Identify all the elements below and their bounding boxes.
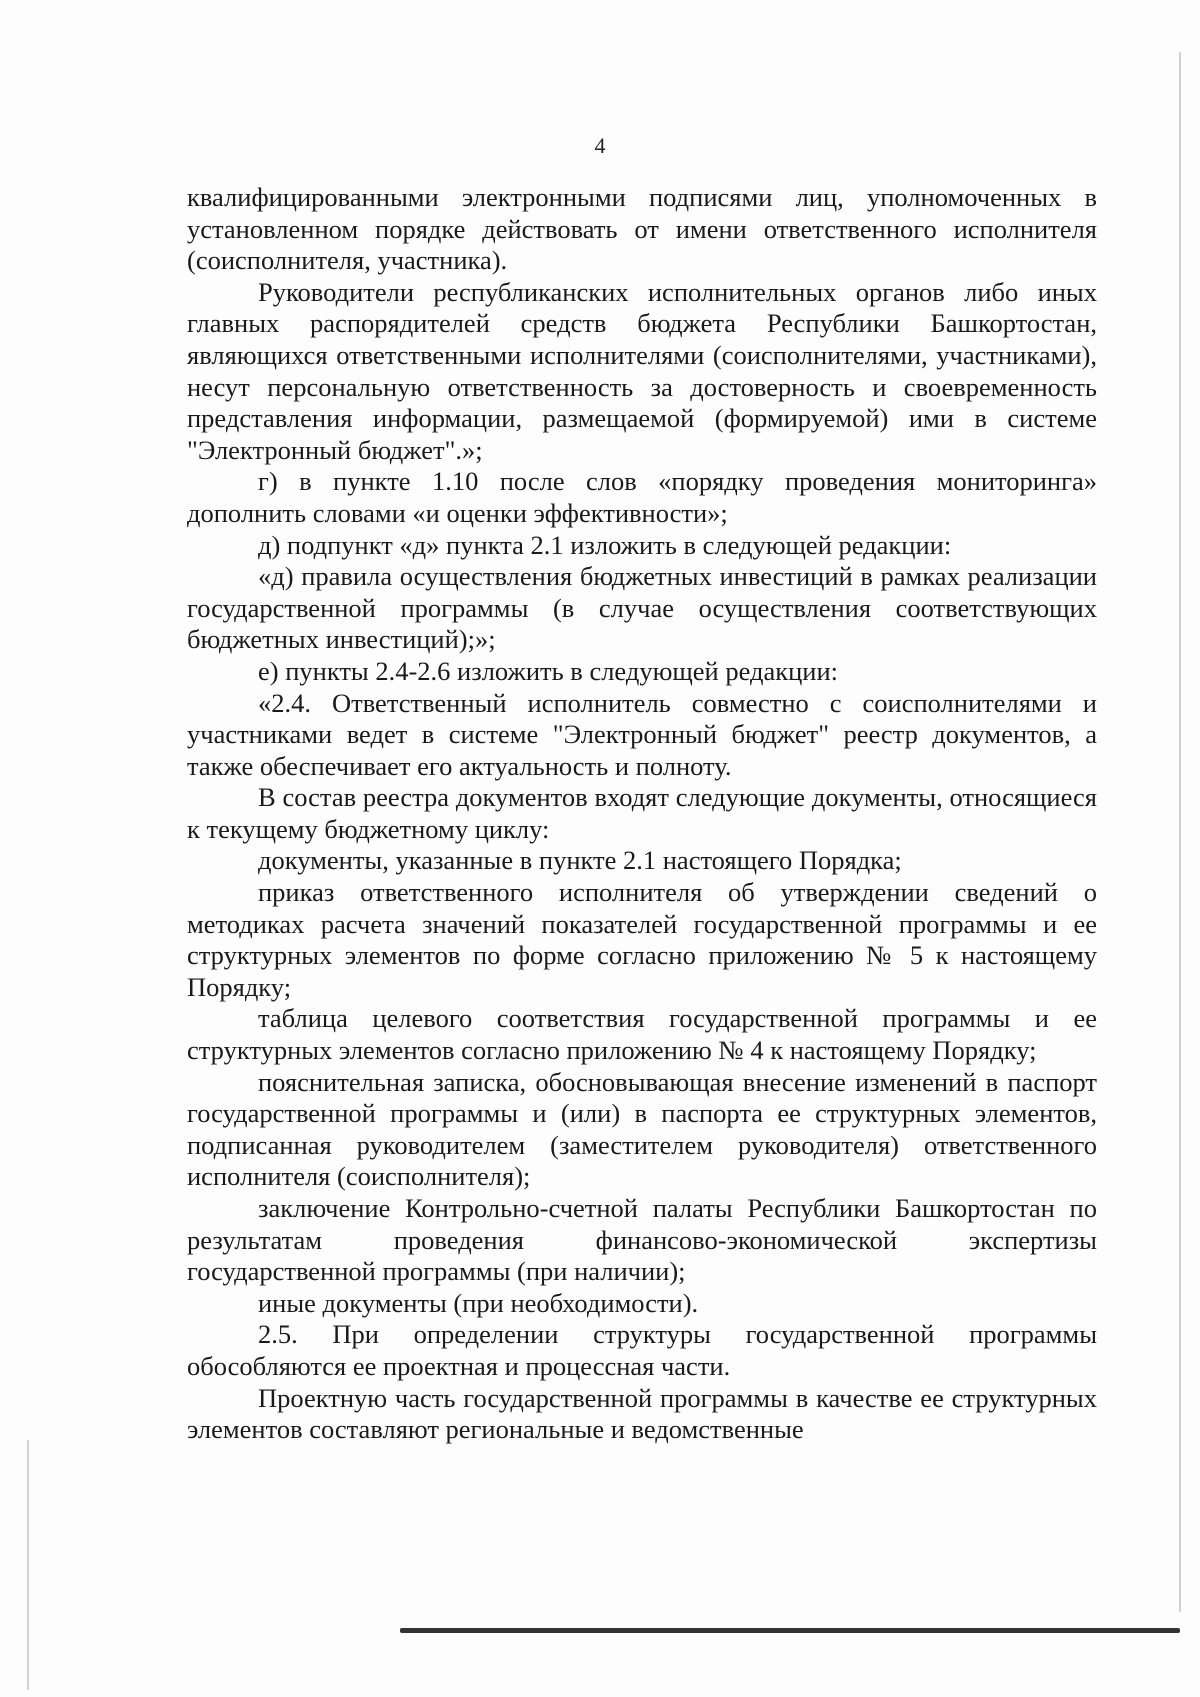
paragraph: Руководители республиканских исполнительных органов либо иных главных распорядителей средств бюджета Республики Башкортостан, являющихся ответственными исполнителями (соисполнителями, участниками), несут персональную ответственность за достоверность и своевременность представления информации, размещаемой (формируемой) ими в системе "Электронный бюджет".»;	[187, 276, 1097, 465]
paragraph: 2.5. При определении структуры государственной программы обособляются ее проектная и процессная части.	[187, 1319, 1097, 1381]
paragraph: таблица целевого соответствия государственной программы и ее структурных элементов согласно приложению № 4 к настоящему Порядку;	[187, 1003, 1097, 1066]
paragraph: е) пункты 2.4-2.6 изложить в следующей редакции:	[258, 655, 839, 686]
paragraph: «д) правила осуществления бюджетных инвестиций в рамках реализации государственной программы (в случае осуществления соответствующих бюджетных инвестиций);»;	[187, 561, 1097, 655]
paragraph: квалифицированными электронными подписями лиц, уполномоченных в установленном порядке действовать от имени ответственного исполнителя (соисполнителя, участника).	[187, 182, 1097, 276]
paragraph: д) подпункт «д» пункта 2.1 изложить в следующей редакции:	[258, 529, 952, 560]
paragraph: документы, указанные в пункте 2.1 настоящего Порядка;	[258, 845, 902, 876]
bottom-scan-line	[400, 1628, 1180, 1633]
paragraph: приказ ответственного исполнителя об утверждении сведений о методиках расчета значений показателей государственной программы и ее структурных элементов по форме согласно приложению № 5 к настоящему Порядку;	[187, 877, 1097, 1002]
paragraph: Проектную часть государственной программы в качестве ее структурных элементов составляют региональные и ведомственные	[187, 1382, 1097, 1445]
paragraph: «2.4. Ответственный исполнитель совместно с соисполнителями и участниками ведет в системе "Электронный бюджет" реестр документов, а также обеспечивает его актуальность и полноту.	[187, 687, 1097, 781]
paragraph: пояснительная записка, обосновывающая внесение изменений в паспорт государственной программы и (или) в паспорта ее структурных элементов, подписанная руководителем (заместителем руководителя) ответственного исполнителя (соисполнителя);	[187, 1066, 1097, 1192]
scan-edge-line	[1179, 52, 1181, 1612]
document-body	[187, 182, 1097, 1446]
paragraph: В состав реестра документов входят следующие документы, относящиеся к текущему бюджетному циклу:	[187, 782, 1097, 844]
page-number: 4	[594, 133, 606, 158]
paragraph: иные документы (при необходимости).	[258, 1287, 699, 1318]
paragraph: заключение Контрольно-счетной палаты Республики Башкортостан по результатам проведения финансово-экономической экспертизы государственной программы (при наличии);	[187, 1193, 1097, 1287]
paragraph: г) в пункте 1.10 после слов «порядку проведения мониторинга» дополнить словами «и оценки эффективности»;	[187, 466, 1097, 528]
scan-edge-line	[27, 1440, 29, 1690]
